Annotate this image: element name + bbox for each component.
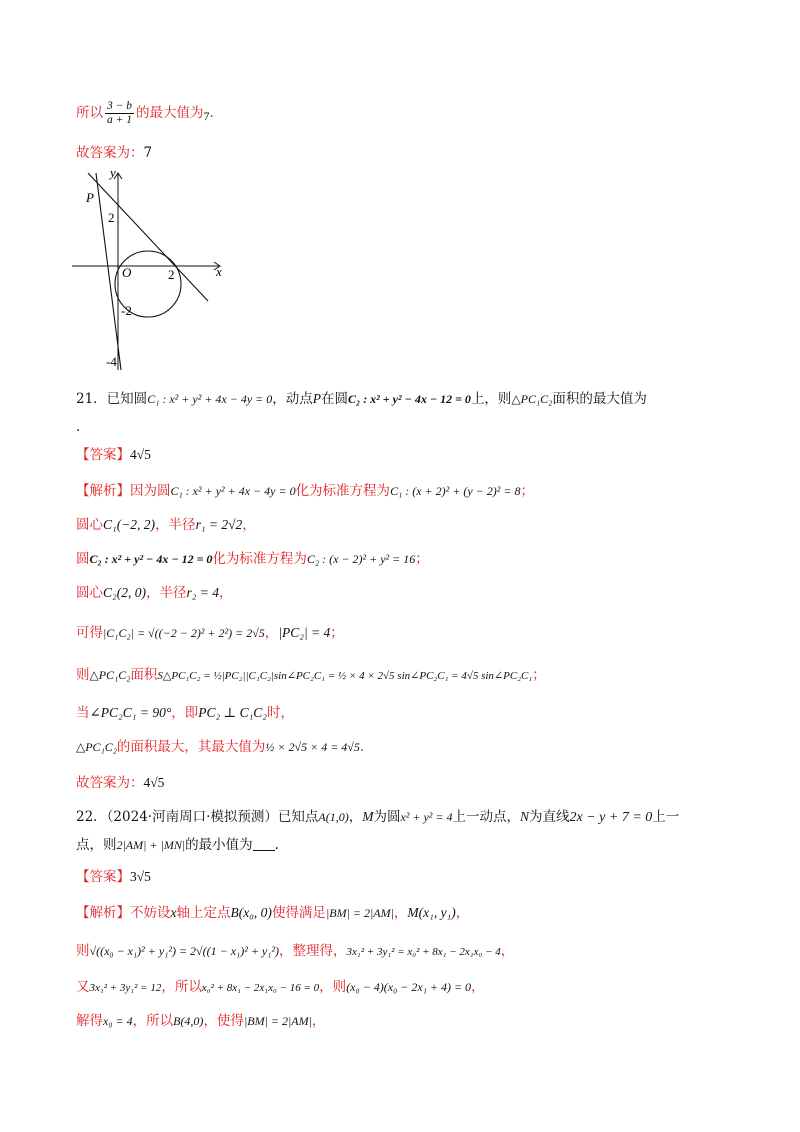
point-p-label: P bbox=[86, 190, 94, 205]
coordinate-figure bbox=[70, 165, 230, 375]
tangent-line-1 bbox=[88, 173, 208, 301]
value: 7 bbox=[203, 109, 210, 123]
text: 的最大值为 bbox=[136, 105, 204, 121]
q21-sol-1: 【解析】因为圆C₁ : x² + y² + 4x − 4y = 0化为标准方程为C₁ : (x + 2)² + (y − 2)² = 8； bbox=[76, 483, 534, 499]
q21-sol-4: 圆心C₂(2, 0)，半径r₂ = 4， bbox=[76, 585, 233, 601]
q21-sol-6: 则△PC₁C₂面积S△PC₁C₂ = ½|PC₂||C₁C₂|sin∠PC₂C₁ = ½ × 4 × 2√5 sin∠PC₂C₁ = 4√5 sin∠PC₂C₁； bbox=[76, 667, 546, 683]
q22-sol-4: 解得x₀ = 4，所以B(4,0)，使得|BM| = 2|AM|， bbox=[76, 1013, 326, 1029]
q21-sol-3: 圆C₂ : x² + y² − 4x − 12 = 0化为标准方程为C₂ : (x − 2)² + y² = 16； bbox=[76, 551, 429, 567]
q22-stem: 22．（2024·河南周口·模拟预测）已知点A(1,0)，M为圆x² + y² = 4上一动点，N为直线2x − y + 7 = 0上一 bbox=[76, 809, 680, 825]
q21-answer: 【答案】4√5 bbox=[76, 447, 151, 463]
tick-y-m4: -4 bbox=[106, 354, 117, 369]
q22-answer: 【答案】3√5 bbox=[76, 869, 151, 885]
fraction: $\frac{3 - b}{a + 1}$ bbox=[107, 100, 133, 126]
q21-stem-cont: . bbox=[76, 419, 81, 435]
answer-line: 故答案为：7 bbox=[76, 145, 153, 161]
tick-y-2: 2 bbox=[108, 210, 115, 225]
q22-stem-cont: 点，则2|AM| + |MN|的最小值为 . bbox=[76, 837, 279, 853]
q21-sol-2: 圆心C₁(−2, 2)，半径r₁ = 2√2， bbox=[76, 517, 256, 533]
x-label: x bbox=[216, 264, 222, 279]
text: 所以 bbox=[76, 105, 103, 121]
q21-sol-5: 可得|C₁C₂| = √((−2 − 2)² + 2²) = 2√5，|PC₂| = 4； bbox=[76, 625, 344, 641]
q22-sol-1: 【解析】不妨设x轴上定点B(x₀, 0)使得满足|BM| = 2|AM|，M(x₁, y₁)， bbox=[76, 905, 470, 921]
q21-sol-7: 当∠PC₂C₁ = 90°，即PC₂ ⊥ C₁C₂时， bbox=[76, 705, 295, 721]
conclusion-line: 所以 $\frac{3 - b}{a + 1}$ 的最大值为7. bbox=[76, 100, 214, 126]
tick-y-m2: -2 bbox=[121, 303, 132, 318]
q21-sol-8: △PC₁C₂的面积最大，其最大值为½ × 2√5 × 4 = 4√5. bbox=[76, 739, 365, 755]
y-label: y bbox=[110, 165, 116, 180]
tick-x-2: 2 bbox=[168, 267, 175, 282]
answer-blank bbox=[253, 836, 275, 851]
q21-sol-9: 故答案为：4√5 bbox=[76, 775, 165, 791]
q21-stem: 21．已知圆C₁ : x² + y² + 4x − 4y = 0，动点P在圆C₂ : x² + y² − 4x − 12 = 0上，则△PC₁C₂面积的最大值为 bbox=[76, 391, 647, 407]
q22-sol-2: 则√((x₀ − x₁)² + y₁²) = 2√((1 − x₁)² + y₁²)，整理得，3x₁² + 3y₁² = x₀² + 8x₁ − 2x₁x₀ − 4， bbox=[76, 943, 515, 959]
q22-sol-3: 又3x₁² + 3y₁² = 12，所以x₀² + 8x₁ − 2x₁x₀ − 16 = 0，则(x₀ − 4)(x₀ − 2x₁ + 4) = 0， bbox=[76, 979, 485, 995]
origin-label: O bbox=[122, 265, 132, 280]
